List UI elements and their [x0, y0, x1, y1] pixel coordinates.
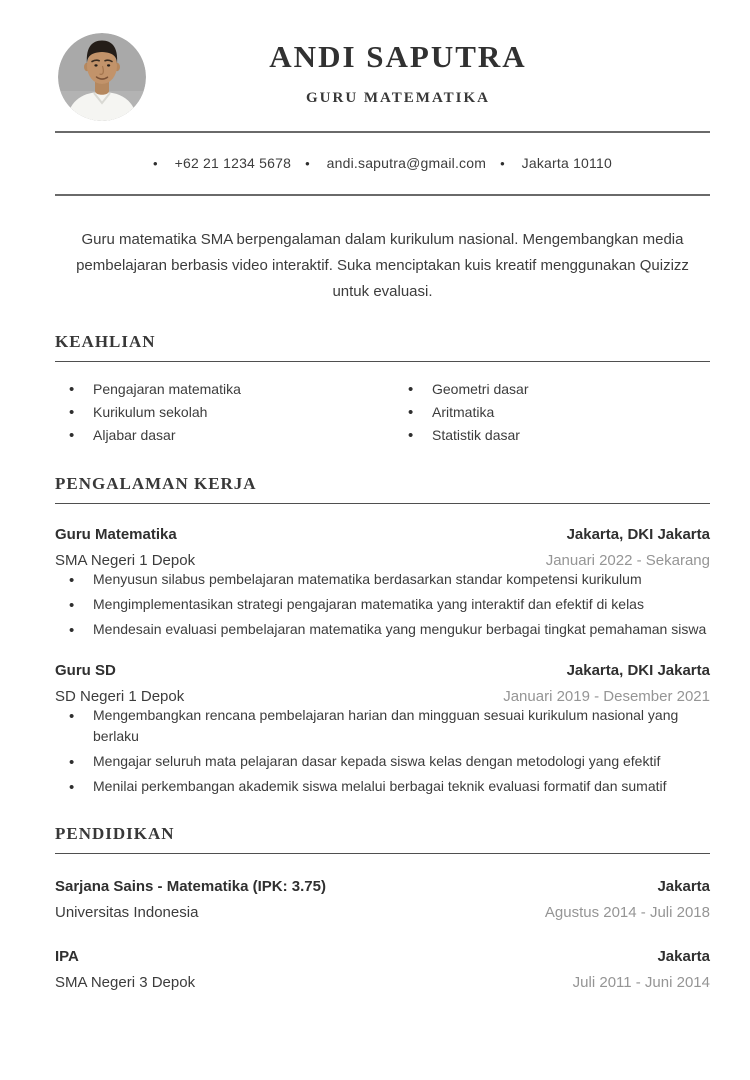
dot-separator-icon: • [500, 155, 505, 171]
job-bullet: • Menilai perkembangan akademik siswa melalui berbagai teknik evaluasi formatif dan sumatif [55, 776, 710, 797]
job-organization: SMA Negeri 1 Depok [55, 552, 196, 569]
contact-row [55, 133, 710, 194]
skills-grid [55, 378, 710, 447]
experience-heading: PENGALAMAN KERJA [55, 474, 710, 504]
job-bullet-list [55, 705, 710, 797]
header [55, 0, 710, 131]
job-bullet: • Mengimplementasikan strategi pengajaran matematika yang interaktif dan efektif di kelas [55, 594, 710, 615]
skill-item: • Kurikulum sekolah [55, 401, 394, 424]
job-bullet-list [55, 569, 710, 640]
dot-separator-icon: • [305, 155, 310, 171]
dot-separator-icon: • [153, 155, 158, 171]
section-experience [55, 474, 710, 797]
summary-paragraph: Guru matematika SMA berpengalaman dalam kurikulum nasional. Mengembangkan media pembelajaran berbasis video interaktif. Suka menciptakan kuis kreatif menggunakan Quizizz untuk evaluasi. [76, 231, 689, 300]
job-subtitle-row [55, 552, 710, 569]
contact-phone: +62 21 1234 5678 [174, 155, 292, 171]
education-location: Jakarta [657, 948, 710, 965]
experience-entry [55, 526, 710, 640]
education-heading: PENDIDIKAN [55, 824, 710, 854]
person-name: ANDI SAPUTRA [269, 39, 527, 74]
job-organization: SD Negeri 1 Depok [55, 688, 185, 705]
education-title-row [55, 878, 710, 895]
job-title: Guru SD [55, 662, 116, 679]
skills-column-left [55, 378, 394, 447]
skill-item: • Pengajaran matematika [55, 378, 394, 401]
education-school: SMA Negeri 3 Depok [55, 974, 196, 991]
job-title-row [55, 526, 710, 543]
skill-item: • Statistik dasar [394, 424, 710, 447]
skills-heading: KEAHLIAN [55, 332, 710, 362]
education-entry [55, 878, 710, 921]
contact-email: andi.saputra@gmail.com [326, 155, 487, 171]
section-skills [55, 332, 710, 447]
education-degree: IPA [55, 948, 79, 965]
education-dates: Juli 2011 - Juni 2014 [572, 974, 710, 991]
resume-content [55, 0, 710, 991]
section-education [55, 824, 710, 991]
education-entry [55, 948, 710, 991]
education-degree: Sarjana Sains - Matematika (IPK: 3.75) [55, 878, 326, 895]
profile-photo [58, 33, 146, 121]
skills-column-right [394, 378, 710, 447]
job-bullet: • Mengajar seluruh mata pelajaran dasar kepada siswa kelas dengan metodologi yang efektif [55, 751, 710, 772]
job-dates: Januari 2022 - Sekarang [545, 552, 710, 569]
header-title-block [55, 33, 710, 107]
job-bullet: • Mengembangkan rencana pembelajaran harian dan mingguan sesuai kurikulum nasional yang berlaku [55, 705, 710, 747]
person-job-title: GURU MATEMATIKA [305, 90, 491, 106]
education-dates: Agustus 2014 - Juli 2018 [544, 904, 710, 921]
job-title: Guru Matematika [55, 526, 177, 543]
job-subtitle-row [55, 688, 710, 705]
job-location: Jakarta, DKI Jakarta [566, 662, 710, 679]
contact-location: Jakarta 10110 [521, 155, 612, 171]
education-school: Universitas Indonesia [55, 904, 199, 921]
education-subtitle-row [55, 904, 710, 921]
job-title-row [55, 662, 710, 679]
job-bullet: • Mendesain evaluasi pembelajaran matematika yang mengukur berbagai tingkat pemahaman siswa [55, 619, 710, 640]
job-bullet: • Menyusun silabus pembelajaran matematika berdasarkan standar kompetensi kurikulum [55, 569, 710, 590]
job-dates: Januari 2019 - Desember 2021 [503, 688, 710, 705]
skill-item: • Geometri dasar [394, 378, 710, 401]
experience-entry [55, 662, 710, 797]
education-location: Jakarta [657, 878, 710, 895]
job-location: Jakarta, DKI Jakarta [566, 526, 710, 543]
skill-item: • Aritmatika [394, 401, 710, 424]
person-portrait-icon [58, 33, 146, 121]
education-subtitle-row [55, 974, 710, 991]
skill-item: • Aljabar dasar [55, 424, 394, 447]
education-title-row [55, 948, 710, 965]
header-divider-bottom [55, 194, 710, 196]
